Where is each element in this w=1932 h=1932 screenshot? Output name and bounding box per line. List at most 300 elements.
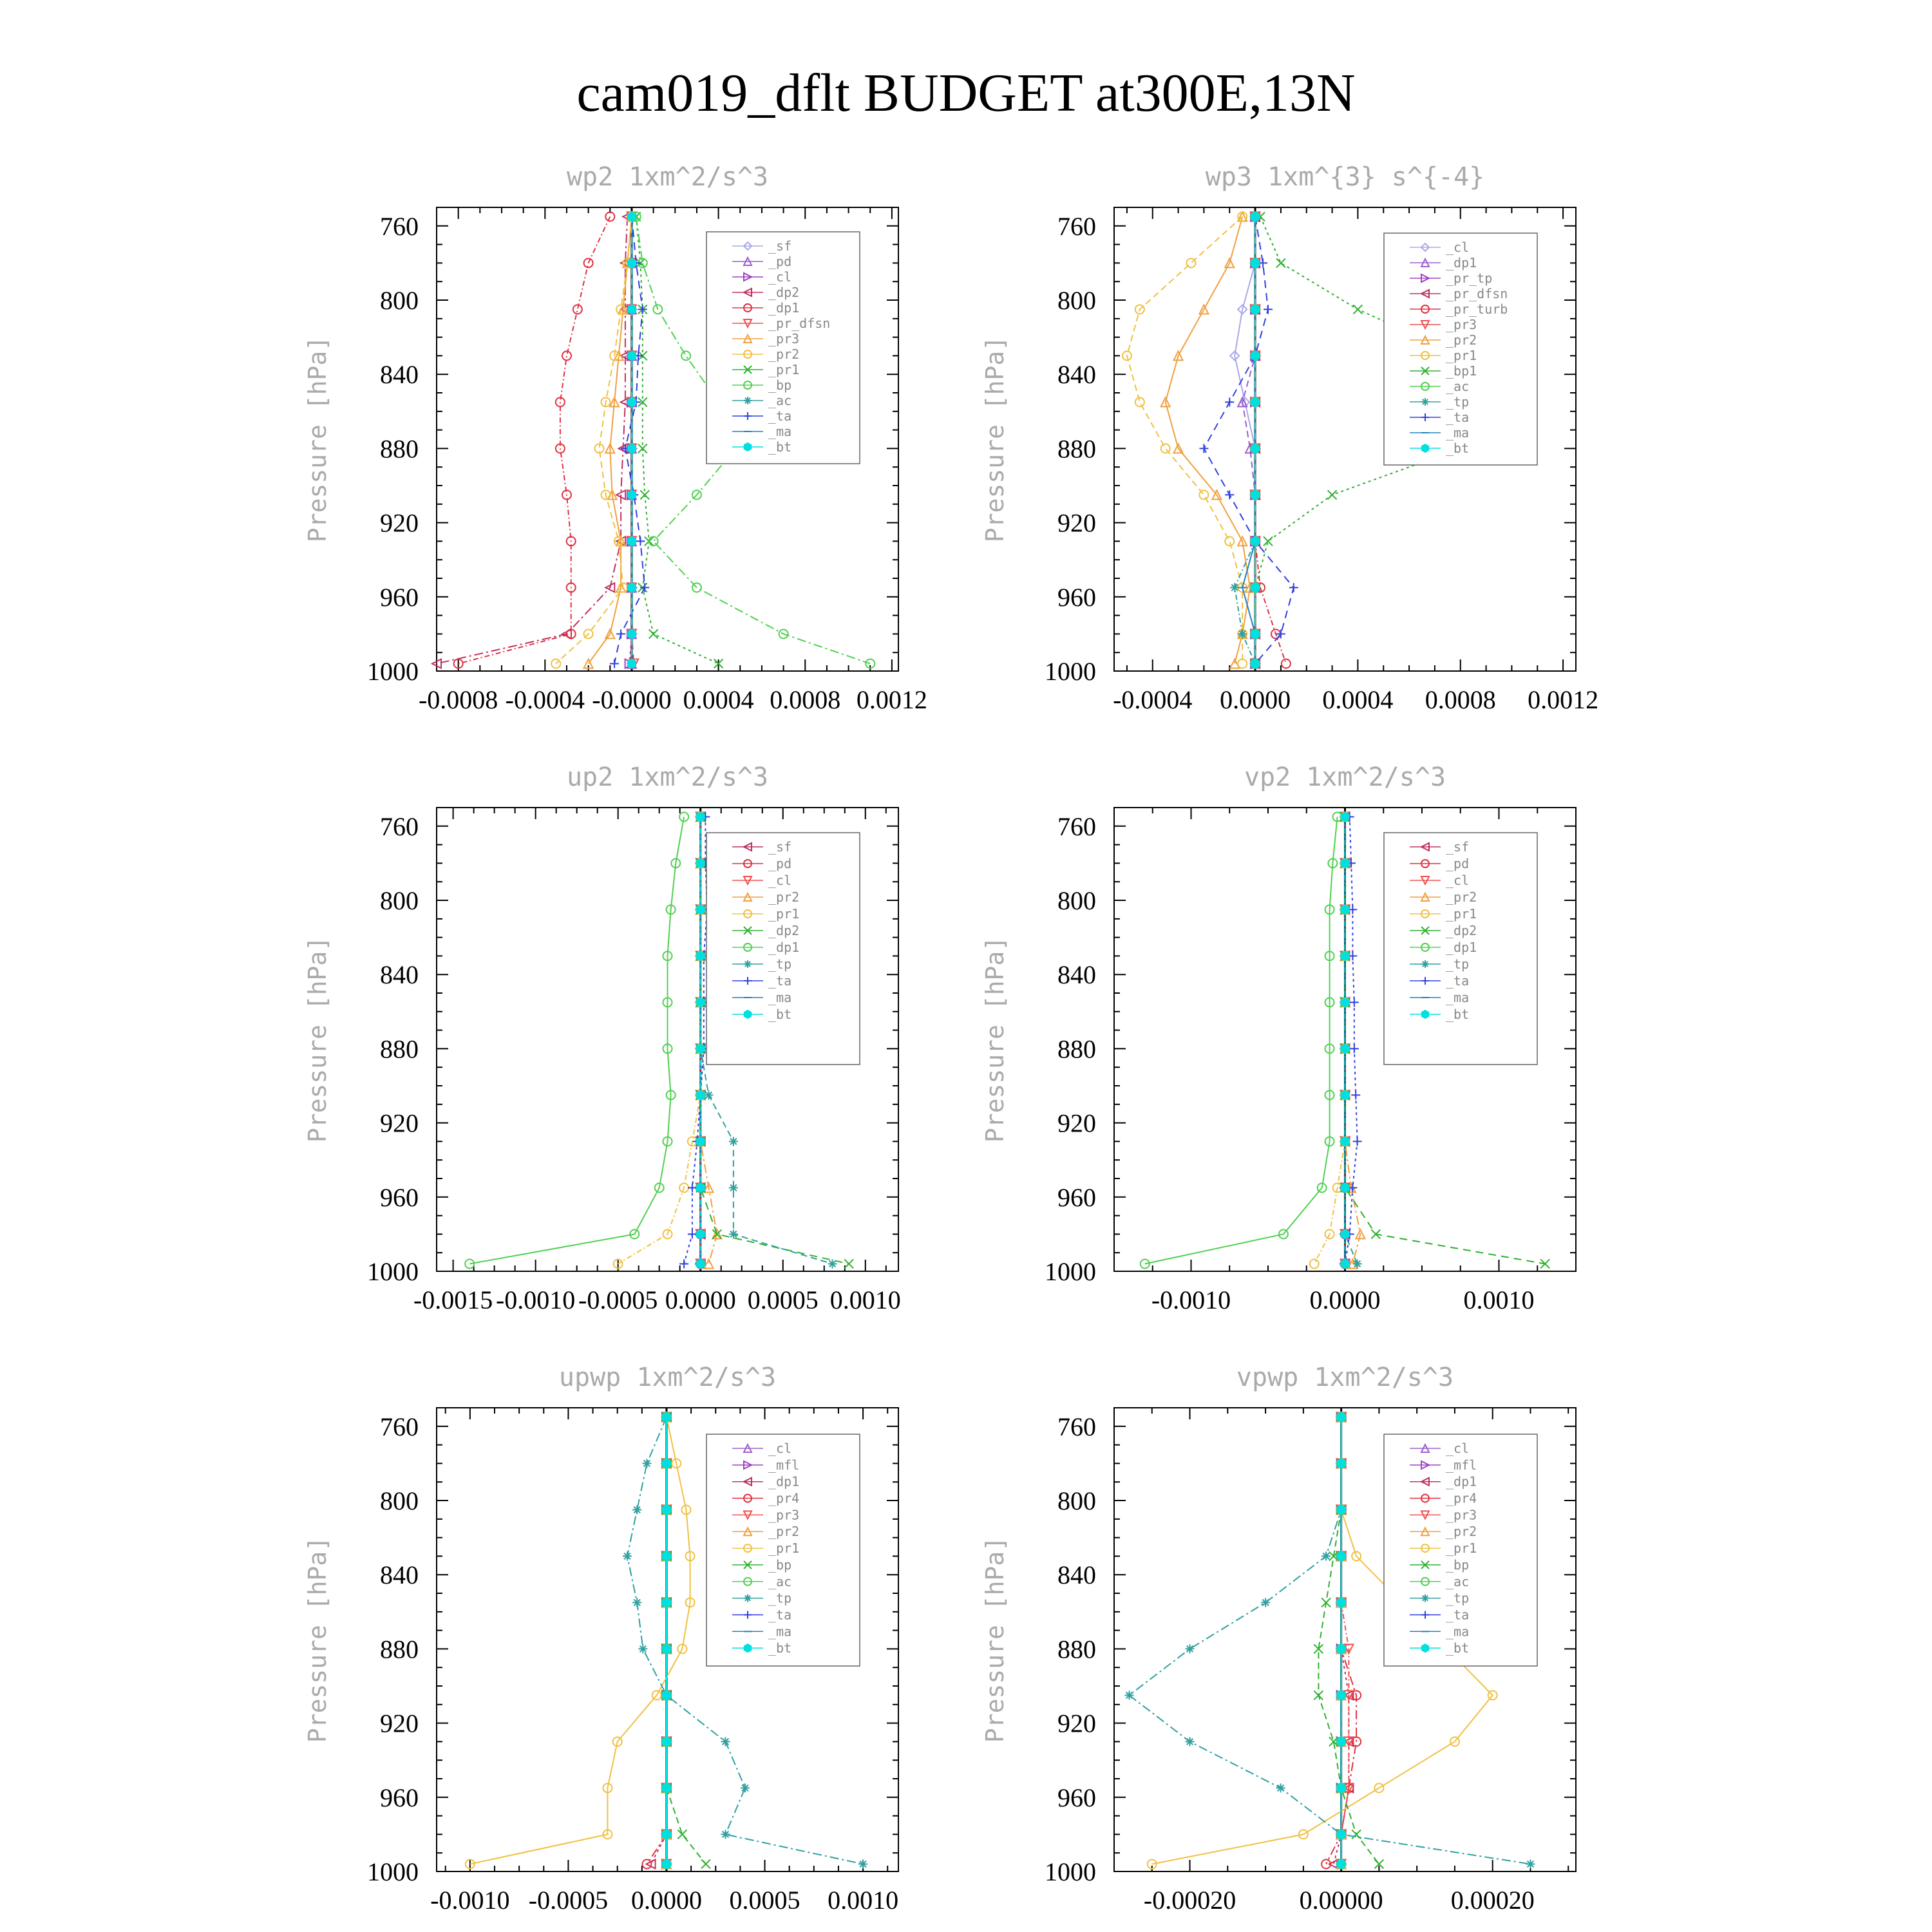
legend-label: _pr1 — [768, 906, 800, 922]
y-tick-label: 800 — [380, 286, 419, 315]
data-point — [1251, 444, 1259, 453]
series-ta — [1341, 812, 1362, 1268]
x-tick-label: -0.0004 — [505, 685, 585, 714]
x-tick-label: 0.0004 — [1322, 685, 1394, 714]
data-point — [697, 1183, 705, 1192]
legend-label: _bt — [768, 1007, 792, 1022]
legend — [706, 1434, 860, 1666]
data-point — [1310, 1259, 1319, 1268]
series-pr_turb — [1251, 212, 1291, 668]
y-tick-label: 920 — [1057, 508, 1096, 538]
series-line — [437, 216, 627, 663]
legend-label: _dp1 — [768, 1473, 800, 1490]
y-tick-label: 840 — [1057, 1560, 1096, 1590]
series-pr2 — [551, 212, 636, 668]
y-tick-label: 800 — [1057, 886, 1096, 915]
legend-label: _pr2 — [1446, 1524, 1477, 1540]
y-tick-label: 760 — [1057, 211, 1096, 241]
data-point — [1251, 305, 1259, 314]
y-tick-label: 840 — [380, 360, 419, 390]
data-point — [1251, 258, 1259, 267]
legend-label: _bp1 — [1446, 363, 1477, 379]
data-point — [1341, 1137, 1349, 1146]
legend-label: _cl — [1446, 1441, 1470, 1456]
legend-marker — [1422, 1644, 1428, 1652]
legend-label: _pr1 — [768, 1540, 800, 1557]
legend-label: _pd — [768, 254, 792, 269]
data-point — [858, 1859, 867, 1868]
legend-label: _sf — [768, 839, 792, 855]
legend-label: _dp1 — [768, 940, 800, 955]
y-tick-label: 960 — [380, 1182, 419, 1212]
y-tick-label: 920 — [1057, 1709, 1096, 1738]
series-pr1 — [1122, 212, 1247, 668]
data-point — [640, 583, 649, 592]
legend-label: _pr4 — [768, 1490, 800, 1506]
data-point — [1338, 1783, 1345, 1792]
legend-label: _cl — [768, 1441, 792, 1456]
data-point — [677, 1830, 687, 1839]
data-point — [663, 1783, 670, 1792]
legend — [706, 232, 860, 464]
figure-title: cam019_dflt BUDGET at300E,13N — [576, 63, 1356, 123]
data-point — [844, 1259, 853, 1268]
x-tick-label: 0.0000 — [1220, 685, 1291, 714]
y-tick-label: 800 — [380, 886, 419, 915]
data-point — [1251, 351, 1259, 360]
data-point — [697, 1090, 705, 1099]
data-point — [1338, 1737, 1345, 1746]
legend-label: _dp2 — [1446, 923, 1477, 938]
y-tick-label: 840 — [380, 960, 419, 990]
series-line — [1345, 817, 1358, 1264]
legend-label: _pr3 — [1446, 1507, 1477, 1523]
data-point — [1341, 1260, 1349, 1269]
data-point — [628, 583, 636, 592]
data-point — [1186, 1644, 1195, 1653]
data-point — [628, 351, 636, 360]
legend-label: _bt — [768, 439, 792, 455]
legend-label: _ta — [768, 408, 792, 424]
panel-title: vpwp 1xm^2/s^3 — [1236, 1363, 1454, 1392]
data-point — [628, 397, 636, 406]
legend — [1384, 233, 1537, 465]
y-axis-label: Pressure [hPa] — [981, 336, 1009, 543]
data-point — [697, 1044, 705, 1053]
y-axis-label: Pressure [hPa] — [303, 936, 332, 1143]
series-line — [556, 216, 632, 663]
data-point — [1341, 1044, 1349, 1053]
data-point — [705, 1090, 714, 1099]
data-point — [663, 1644, 670, 1653]
series-bp — [1314, 1412, 1383, 1868]
legend-label: _mfl — [768, 1457, 800, 1473]
legend-label: _cl — [768, 269, 792, 285]
x-tick-label: -0.0010 — [430, 1886, 510, 1915]
y-tick-label: 920 — [1057, 1108, 1096, 1138]
data-point — [663, 1412, 670, 1421]
series-line — [459, 216, 611, 663]
data-point — [1341, 1229, 1349, 1238]
y-tick-label: 960 — [1057, 1182, 1096, 1212]
y-tick-label: 960 — [380, 1783, 419, 1812]
data-point — [697, 858, 705, 867]
series-line — [647, 1417, 667, 1864]
legend-label: _mfl — [1446, 1457, 1477, 1473]
x-tick-label: 0.0005 — [729, 1886, 800, 1915]
data-point — [636, 536, 645, 545]
series-line — [1255, 216, 1286, 663]
data-point — [628, 659, 636, 668]
legend-label: _sf — [1446, 839, 1470, 855]
legend-label: _ta — [768, 973, 792, 989]
legend-label: _pr1 — [1446, 1540, 1477, 1557]
y-axis-label: Pressure [hPa] — [981, 1536, 1009, 1743]
x-tick-label: -0.0000 — [592, 685, 672, 714]
data-point — [1187, 258, 1196, 267]
x-tick-label: 0.0010 — [828, 1886, 899, 1915]
data-point — [701, 1859, 710, 1868]
y-axis-label: Pressure [hPa] — [303, 336, 332, 543]
x-tick-label: -0.0010 — [1151, 1285, 1231, 1314]
data-point — [688, 1229, 697, 1238]
data-point — [1314, 1690, 1323, 1700]
data-point — [697, 1137, 705, 1146]
y-tick-label: 920 — [380, 508, 419, 538]
legend-label: _pr2 — [768, 346, 800, 362]
legend-marker — [744, 1010, 751, 1018]
x-tick-label: 0.0004 — [683, 685, 754, 714]
legend-label: _pr_turb — [1446, 301, 1508, 317]
data-point — [642, 1459, 651, 1468]
data-point — [1282, 659, 1291, 668]
legend-label: _tp — [1446, 1590, 1470, 1606]
legend-label: _tp — [1446, 956, 1470, 972]
legend-marker — [744, 443, 751, 451]
panel-title: upwp 1xm^2/s^3 — [558, 1363, 777, 1392]
data-point — [1338, 1860, 1345, 1869]
y-tick-label: 920 — [380, 1108, 419, 1138]
data-point — [697, 951, 705, 960]
x-tick-label: -0.0015 — [413, 1285, 493, 1314]
x-tick-label: -0.0008 — [418, 685, 498, 714]
legend-label: _ta — [1446, 973, 1470, 989]
y-tick-label: 760 — [1057, 1412, 1096, 1441]
data-point — [697, 1260, 705, 1269]
legend-label: _ac — [1446, 1573, 1470, 1589]
series-bt — [663, 1412, 670, 1868]
legend-label: _dp1 — [768, 300, 800, 316]
data-point — [679, 1259, 688, 1268]
data-point — [1341, 951, 1349, 960]
legend-label: _cl — [1446, 240, 1470, 255]
legend-label: _pr2 — [768, 889, 800, 905]
data-point — [616, 629, 625, 638]
panel-title: vp2 1xm^2/s^3 — [1244, 762, 1446, 792]
data-point — [681, 351, 690, 360]
panel-title: wp3 1xm^{3} s^{-4} — [1205, 162, 1485, 192]
series-bt — [1338, 1412, 1345, 1868]
data-point — [562, 351, 571, 360]
y-tick-label: 760 — [1057, 811, 1096, 841]
data-point — [628, 305, 636, 314]
data-point — [663, 1860, 670, 1869]
data-point — [1338, 1459, 1345, 1468]
series-dp1 — [465, 812, 688, 1268]
series-line — [589, 216, 632, 663]
data-point — [1350, 1044, 1359, 1053]
legend-label: _pr_tp — [1446, 270, 1493, 286]
chart-panel-1 — [303, 162, 927, 714]
legend-label: _pr1 — [1446, 906, 1477, 922]
legend-label: _ac — [1446, 379, 1470, 394]
legend-label: _pr2 — [768, 1524, 800, 1540]
legend-label: _ta — [1446, 1607, 1470, 1623]
data-point — [729, 1137, 738, 1146]
x-tick-label: -0.0004 — [1113, 685, 1193, 714]
data-point — [1251, 397, 1259, 406]
legend-label: _bt — [1446, 1007, 1470, 1022]
series-line — [651, 1417, 667, 1864]
series-dp1 — [454, 212, 615, 668]
data-point — [649, 629, 658, 638]
y-tick-label: 1000 — [367, 1257, 419, 1286]
x-tick-label: -0.0005 — [578, 1285, 658, 1314]
data-point — [1276, 258, 1285, 267]
data-point — [628, 258, 636, 267]
legend-label: _dp1 — [1446, 255, 1477, 270]
data-point — [729, 1229, 738, 1238]
data-point — [1328, 490, 1337, 499]
data-point — [663, 1551, 670, 1560]
legend-label: _ma — [1446, 425, 1470, 440]
data-point — [1264, 305, 1273, 314]
legend-label: _pr1 — [768, 362, 800, 377]
series-dp1 — [1238, 212, 1260, 668]
data-point — [1225, 536, 1234, 545]
series-pr_dfsn — [627, 212, 638, 668]
legend-label: _bt — [1446, 1640, 1470, 1656]
chart-panel-5 — [303, 1363, 898, 1915]
x-tick-label: -0.00020 — [1143, 1886, 1236, 1915]
legend-label: _ma — [768, 1624, 792, 1640]
x-tick-label: 0.0010 — [1463, 1285, 1535, 1314]
y-tick-label: 920 — [380, 1709, 419, 1738]
legend-label: _pr1 — [1446, 348, 1477, 363]
y-tick-label: 840 — [1057, 960, 1096, 990]
legend-label: _ma — [768, 424, 792, 439]
y-tick-label: 1000 — [1045, 1257, 1096, 1286]
series-pr1 — [466, 1412, 695, 1868]
data-point — [697, 812, 705, 821]
legend — [1384, 1434, 1537, 1666]
series-line — [1345, 817, 1361, 1264]
series-pr3 — [584, 212, 636, 668]
y-tick-label: 880 — [380, 1034, 419, 1064]
data-point — [1353, 1259, 1362, 1268]
legend-label: _bt — [768, 1640, 792, 1656]
data-point — [1251, 629, 1259, 638]
series-ta — [1199, 212, 1298, 668]
legend-label: _pr2 — [1446, 332, 1477, 348]
data-point — [1289, 583, 1298, 592]
data-point — [1161, 444, 1170, 453]
series-pr2 — [1161, 212, 1255, 668]
data-point — [1225, 490, 1234, 499]
data-point — [721, 1830, 730, 1839]
legend-label: _pd — [1446, 856, 1470, 871]
y-tick-label: 880 — [380, 1634, 419, 1664]
series-ta — [610, 212, 649, 668]
legend-label: _pr2 — [1446, 889, 1477, 905]
data-point — [1338, 1830, 1345, 1839]
y-tick-label: 840 — [1057, 360, 1096, 390]
series-line — [1127, 216, 1242, 663]
data-point — [1186, 1737, 1195, 1746]
data-point — [729, 1183, 738, 1192]
data-point — [1251, 536, 1259, 545]
legend-marker — [1421, 398, 1429, 406]
y-tick-label: 1000 — [1045, 657, 1096, 686]
legend-marker — [1421, 960, 1429, 968]
x-tick-label: 0.0000 — [665, 1285, 736, 1314]
legend-label: _bp — [768, 377, 792, 393]
data-point — [623, 1551, 632, 1560]
data-point — [1341, 1183, 1349, 1192]
legend-marker — [744, 960, 752, 968]
legend-label: _dp2 — [768, 285, 800, 300]
data-point — [628, 490, 636, 499]
data-point — [1338, 1690, 1345, 1700]
data-point — [628, 536, 636, 545]
legend-marker — [1422, 1010, 1428, 1018]
data-point — [1251, 659, 1259, 668]
y-tick-label: 760 — [380, 211, 419, 241]
series-dp2 — [432, 212, 632, 668]
y-tick-label: 1000 — [367, 657, 419, 686]
legend — [706, 833, 860, 1065]
data-point — [1251, 490, 1259, 499]
data-point — [1135, 397, 1144, 406]
data-point — [663, 1505, 670, 1514]
data-point — [649, 536, 658, 545]
y-tick-label: 760 — [380, 811, 419, 841]
legend-label: _bp — [768, 1557, 792, 1573]
data-point — [1230, 583, 1239, 592]
legend-label: _ma — [1446, 990, 1470, 1005]
legend — [1384, 833, 1537, 1065]
data-point — [1238, 659, 1247, 668]
data-point — [573, 305, 582, 314]
x-tick-label: 0.0012 — [1528, 685, 1599, 714]
data-point — [1350, 998, 1359, 1007]
legend-label: _cl — [768, 873, 792, 888]
series-pr1 — [614, 812, 705, 1268]
data-point — [1351, 1090, 1360, 1099]
data-point — [1341, 858, 1349, 867]
x-tick-label: 0.0010 — [829, 1285, 901, 1314]
y-axis-label: Pressure [hPa] — [981, 936, 1009, 1143]
data-point — [1341, 1090, 1349, 1099]
data-point — [1526, 1859, 1535, 1868]
legend-label: _dp1 — [1446, 1473, 1477, 1490]
data-point — [1321, 1551, 1331, 1560]
x-tick-label: 0.0000 — [630, 1886, 702, 1915]
legend-label: _pr_dfsn — [768, 316, 831, 331]
data-point — [828, 1259, 837, 1268]
data-point — [663, 1459, 670, 1468]
data-point — [663, 1830, 670, 1839]
legend-label: _ma — [1446, 1624, 1470, 1640]
data-point — [1338, 1551, 1345, 1560]
legend-label: _ma — [768, 990, 792, 1005]
legend-label: _ta — [1446, 410, 1470, 425]
legend-label: _dp1 — [1446, 940, 1477, 955]
x-tick-label: 0.0005 — [747, 1285, 819, 1314]
data-point — [628, 212, 636, 221]
legend-label: _cl — [1446, 873, 1470, 888]
y-axis-label: Pressure [hPa] — [303, 1536, 332, 1743]
legend-marker — [744, 1595, 752, 1602]
data-point — [1199, 490, 1208, 499]
y-tick-label: 1000 — [367, 1857, 419, 1886]
x-tick-label: 0.0012 — [856, 685, 927, 714]
legend-label: _ac — [768, 393, 792, 408]
data-point — [1341, 812, 1349, 821]
y-tick-label: 880 — [1057, 1034, 1096, 1064]
data-point — [610, 659, 619, 668]
data-point — [638, 444, 647, 453]
data-point — [1225, 397, 1234, 406]
data-point — [663, 1598, 670, 1607]
legend-label: _bp — [1446, 1557, 1470, 1573]
series-line — [618, 817, 701, 1264]
y-tick-label: 1000 — [1045, 1857, 1096, 1886]
legend-label: _ta — [768, 1607, 792, 1623]
series-line — [1145, 817, 1338, 1264]
data-point — [1276, 1783, 1285, 1792]
series-line — [470, 1417, 690, 1864]
data-point — [1251, 583, 1259, 592]
data-point — [688, 1183, 697, 1192]
legend-label: _tp — [1446, 394, 1470, 410]
x-tick-label: 0.0000 — [1309, 1285, 1381, 1314]
data-point — [1251, 212, 1259, 221]
x-tick-label: -0.0010 — [495, 1285, 576, 1314]
legend-label: _pr3 — [768, 1507, 800, 1523]
y-tick-label: 960 — [1057, 582, 1096, 612]
series-line — [469, 817, 684, 1264]
x-tick-label: 0.0008 — [770, 685, 841, 714]
legend-label: _pr_dfsn — [1446, 286, 1508, 301]
legend-label: _pd — [768, 856, 792, 871]
y-tick-label: 840 — [380, 1560, 419, 1590]
data-point — [632, 1598, 641, 1607]
chart-panel-4 — [981, 762, 1576, 1314]
legend-label: _sf — [768, 238, 792, 254]
data-point — [1338, 1598, 1345, 1607]
y-tick-label: 960 — [1057, 1783, 1096, 1812]
chart-panel-6 — [981, 1363, 1576, 1915]
y-tick-label: 800 — [1057, 286, 1096, 315]
x-tick-label: 0.00020 — [1450, 1886, 1535, 1915]
data-point — [628, 629, 636, 638]
chart-panel-3 — [303, 762, 901, 1314]
legend-label: _pr4 — [1446, 1490, 1477, 1506]
legend-marker — [1422, 444, 1428, 452]
data-point — [632, 1505, 641, 1514]
legend-label: _pr3 — [768, 331, 800, 346]
